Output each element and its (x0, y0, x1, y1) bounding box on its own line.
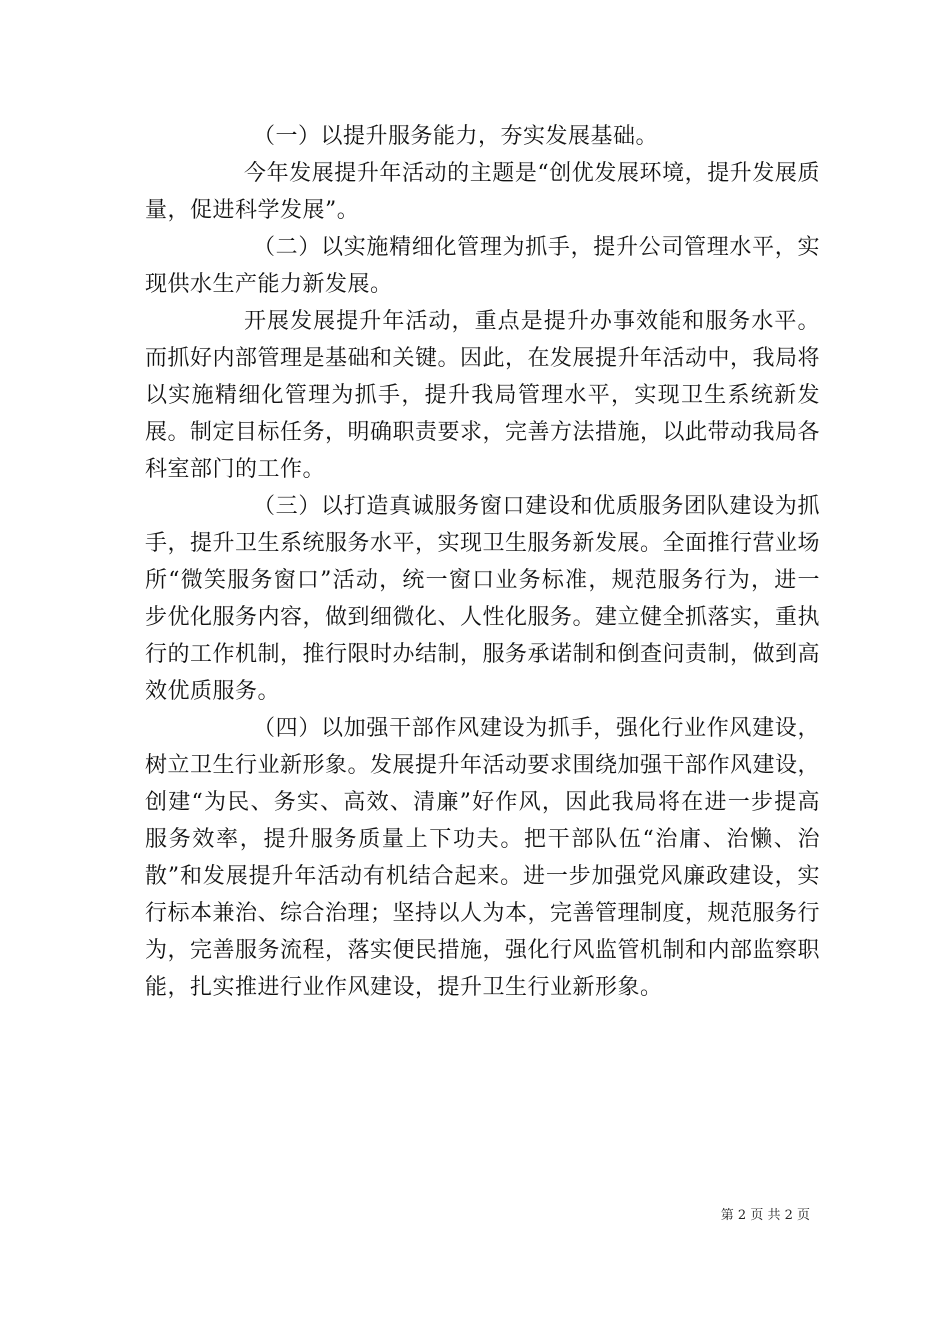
document-body (145, 118, 820, 1006)
section-paragraph-4: （四）以加强干部作风建设为抓手，强化行业作风建设，树立卫生行业新形象。发展提升年活动要求围绕加强干部作风建设，创建“为民、务实、高效、清廉”好作风，因此我局将在进一步提高服务效率，提升服务质量上下功夫。把干部队伍“治庸、治懒、治散”和发展提升年活动有机结合起来。进一步加强党风廉政建设，实行标本兼治、综合治理；坚持以人为本，完善管理制度，规范服务行为，完善服务流程，落实便民措施，强化行风监管机制和内部监察职能，扎实推进行业作风建设，提升卫生行业新形象。 (145, 716, 821, 1000)
section-paragraph-3: （三）以打造真诚服务窗口建设和优质服务团队建设为抓手，提升卫生系统服务水平，实现卫生服务新发展。全面推行营业场所“微笑服务窗口”活动，统一窗口业务标准，规范服务行为，进一步优化服务内容，做到细微化、人性化服务。建立健全抓落实，重执行的工作机制，推行限时办结制，服务承诺制和倒查问责制，做到高效优质服务。 (145, 494, 821, 704)
section-heading-2: （二）以实施精细化管理为抓手，提升公司管理水平，实现供水生产能力新发展。 (145, 235, 820, 297)
page-number-footer: 第 2 页 共 2 页 (720, 1208, 810, 1223)
section-heading-1: （一）以提升服务能力，夯实发展基础。 (253, 124, 659, 149)
paragraph-management: 开展发展提升年活动，重点是提升办事效能和服务水平。而抓好内部管理是基础和关键。因此，在发展提升年活动中，我局将以实施精细化管理为抓手，提升我局管理水平，实现卫生系统新发展。制定目标任务，明确职责要求，完善方法措施，以此带动我局各科室部门的工作。 (145, 309, 821, 482)
paragraph-theme: 今年发展提升年活动的主题是“创优发展环境，提升发展质量，促进科学发展”。 (145, 161, 820, 223)
